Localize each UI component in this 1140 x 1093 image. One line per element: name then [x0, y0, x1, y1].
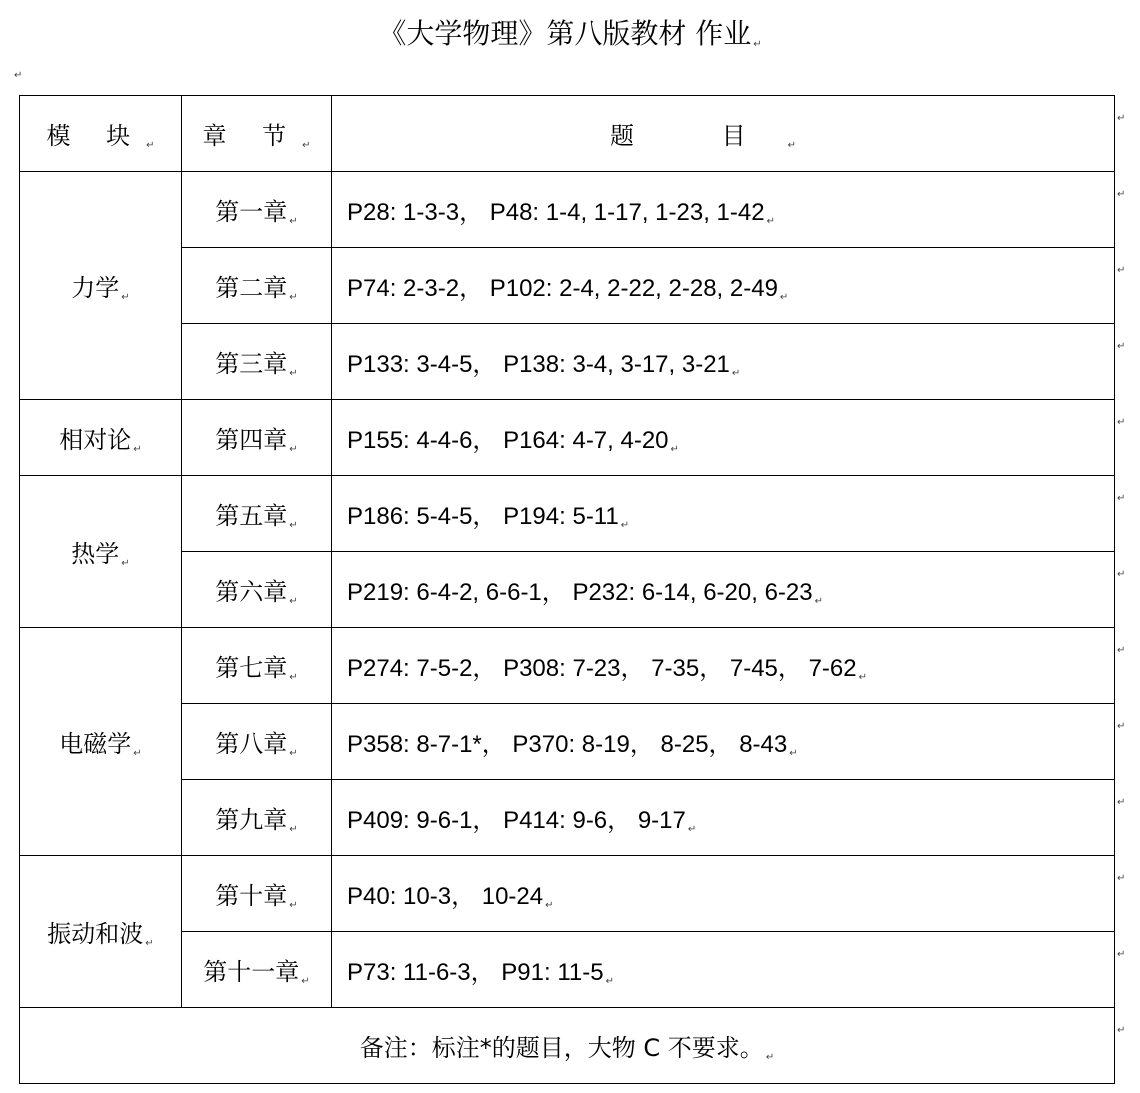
cell-mark-icon: ↵ [121, 292, 130, 303]
cell-mark-icon: ↵ [289, 748, 298, 759]
row-end-mark-icon: ↵ [1117, 873, 1126, 884]
note-text: 备注：标注*的题目，大物 C 不要求。 [359, 1034, 764, 1062]
cell-mark-icon: ↵ [289, 444, 298, 455]
problems-text: P219: 6-4-2, 6-6-1， P232: 6-14, 6-20, 6-23 [347, 579, 813, 606]
cell-mark-icon: ↵ [289, 292, 298, 303]
cell-mark-icon: ↵ [302, 140, 311, 151]
note-row [20, 1008, 1115, 1084]
row-end-mark-icon: ↵ [1117, 189, 1126, 200]
chapter-label: 第十一章 [203, 958, 300, 986]
table-row [20, 704, 1115, 780]
problems-text: P74: 2-3-2， P102: 2-4, 2-22, 2-28, 2-49 [347, 275, 778, 302]
chapter-cell [182, 704, 332, 780]
document-title [0, 12, 1140, 63]
table-row [20, 856, 1115, 932]
row-end-mark-icon: ↵ [1117, 797, 1126, 808]
problems-text: P409: 9-6-1， P414: 9-6， 9-17 [347, 807, 686, 834]
row-end-mark-icon: ↵ [1117, 265, 1126, 276]
cell-mark-icon: ↵ [133, 748, 142, 759]
problems-cell [332, 248, 1115, 324]
chapter-cell [182, 248, 332, 324]
chapter-label: 第五章 [215, 502, 288, 530]
document-title-text: 《大学物理》第八版教材 作业 [378, 17, 752, 50]
header-problems [332, 96, 1115, 172]
row-end-mark-icon: ↵ [1117, 1025, 1126, 1036]
cell-mark-icon: ↵ [605, 976, 614, 987]
problems-text: P133: 3-4-5， P138: 3-4, 3-17, 3-21 [347, 351, 730, 378]
row-end-mark-icon: ↵ [1117, 493, 1126, 504]
row-end-mark-icon: ↵ [1117, 721, 1126, 732]
cell-mark-icon: ↵ [289, 596, 298, 607]
cell-mark-icon: ↵ [620, 520, 630, 531]
header-module [20, 96, 182, 172]
row-end-mark-icon: ↵ [1117, 949, 1126, 960]
chapter-label: 第七章 [215, 654, 288, 682]
cell-mark-icon: ↵ [289, 824, 298, 835]
cell-mark-icon: ↵ [289, 672, 298, 683]
table-row [20, 780, 1115, 856]
cell-mark-icon: ↵ [289, 216, 298, 227]
header-problems-label: 题 目 [609, 122, 786, 150]
table-row [20, 172, 1115, 248]
module-cell [20, 856, 182, 1008]
chapter-cell [182, 628, 332, 704]
header-module-label: 模 块 [46, 122, 145, 150]
cell-mark-icon: ↵ [146, 140, 155, 151]
row-end-mark-icon: ↵ [1117, 569, 1126, 580]
chapter-label: 第三章 [215, 350, 288, 378]
chapter-label: 第四章 [215, 426, 288, 454]
chapter-cell [182, 856, 332, 932]
chapter-cell [182, 780, 332, 856]
problems-cell [332, 324, 1115, 400]
module-cell [20, 172, 182, 400]
module-label: 力学 [71, 274, 120, 302]
cell-mark-icon: ↵ [133, 444, 142, 455]
cell-mark-icon: ↵ [687, 824, 697, 835]
table-header-row [20, 96, 1115, 172]
chapter-label: 第十章 [215, 882, 288, 910]
row-end-mark-icon: ↵ [1117, 417, 1126, 428]
problems-text: P155: 4-4-6， P164: 4-7, 4-20 [347, 427, 669, 454]
module-cell [20, 400, 182, 476]
table-row [20, 324, 1115, 400]
cell-mark-icon: ↵ [787, 140, 837, 151]
cell-mark-icon: ↵ [766, 216, 775, 227]
cell-mark-icon: ↵ [289, 520, 298, 531]
cell-mark-icon: ↵ [289, 900, 298, 911]
chapter-label: 第六章 [215, 578, 288, 606]
chapter-label: 第八章 [215, 730, 288, 758]
cell-mark-icon: ↵ [731, 368, 741, 379]
module-label: 相对论 [59, 426, 132, 454]
chapter-cell [182, 324, 332, 400]
chapter-label: 第二章 [215, 274, 288, 302]
problems-text: P28: 1-3-3， P48: 1-4, 1-17, 1-23, 1-42 [347, 199, 765, 226]
problems-text: P186: 5-4-5， P194: 5-11 [347, 503, 619, 530]
chapter-cell [182, 476, 332, 552]
homework-table [19, 95, 1115, 1084]
cell-mark-icon: ↵ [289, 368, 298, 379]
chapter-cell [182, 932, 332, 1008]
problems-cell [332, 856, 1115, 932]
row-end-mark-icon: ↵ [1117, 645, 1126, 656]
paragraph-mark-icon: ↵ [14, 70, 23, 81]
chapter-cell [182, 172, 332, 248]
problems-cell [332, 628, 1115, 704]
paragraph-mark-icon: ↵ [753, 39, 762, 50]
table-row [20, 476, 1115, 552]
cell-mark-icon: ↵ [670, 444, 679, 455]
problems-cell [332, 172, 1115, 248]
problems-text: P73: 11-6-3， P91: 11-5 [347, 959, 604, 986]
problems-text: P274: 7-5-2， P308: 7-23， 7-35， 7-45， 7-62 [347, 655, 857, 682]
module-label: 振动和波 [47, 920, 144, 948]
cell-mark-icon: ↵ [301, 976, 310, 987]
table-row [20, 552, 1115, 628]
row-end-mark-icon: ↵ [1117, 341, 1126, 352]
module-label: 电磁学 [59, 730, 132, 758]
cell-mark-icon: ↵ [814, 596, 823, 607]
cell-mark-icon: ↵ [121, 558, 130, 569]
problems-cell [332, 780, 1115, 856]
problems-cell [332, 476, 1115, 552]
module-label: 热学 [71, 540, 120, 568]
table-row [20, 932, 1115, 1008]
header-chapter-label: 章 节 [202, 122, 301, 150]
problems-text: P358: 8-7-1*， P370: 8-19， 8-25， 8-43 [347, 731, 788, 758]
note-cell [20, 1008, 1115, 1084]
cell-mark-icon: ↵ [545, 900, 554, 911]
header-chapter [182, 96, 332, 172]
cell-mark-icon: ↵ [765, 1052, 775, 1063]
problems-text: P40: 10-3， 10-24 [347, 883, 544, 910]
problems-cell [332, 932, 1115, 1008]
problems-cell [332, 552, 1115, 628]
chapter-cell [182, 552, 332, 628]
chapter-label: 第九章 [215, 806, 288, 834]
cell-mark-icon: ↵ [779, 292, 789, 303]
module-cell [20, 628, 182, 856]
chapter-cell [182, 400, 332, 476]
table-row [20, 400, 1115, 476]
chapter-label: 第一章 [215, 198, 288, 226]
problems-cell [332, 400, 1115, 476]
problems-cell [332, 704, 1115, 780]
cell-mark-icon: ↵ [789, 748, 798, 759]
table-row [20, 628, 1115, 704]
cell-mark-icon: ↵ [858, 672, 868, 683]
row-end-mark-icon: ↵ [1117, 113, 1126, 124]
cell-mark-icon: ↵ [145, 938, 154, 949]
module-cell [20, 476, 182, 628]
table-row [20, 248, 1115, 324]
